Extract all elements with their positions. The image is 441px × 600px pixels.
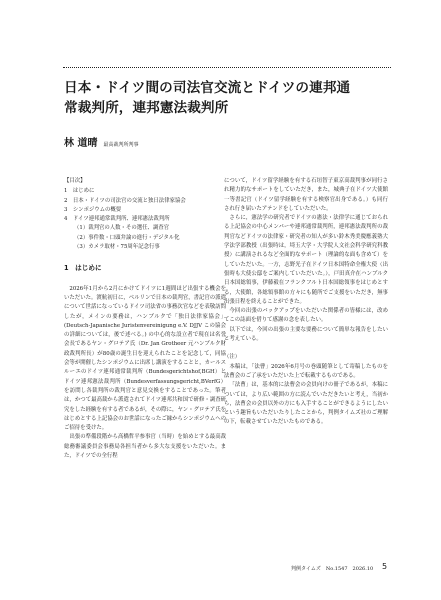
toc-item: 3 シンポジウムの概要 (64, 206, 122, 213)
section-heading: 1 はじめに (64, 264, 102, 273)
body-paragraph: 以下では，今回の出張の主要な要務について簡単な報告をしたいと考えている。 (224, 326, 388, 343)
body-paragraph: 出張の準備段階から高橋哲平参事官（当時）を始めとする最高裁総務審議委員会事務局各担当者から多大な支援をいただいた。また，ドイツでの全行程 (64, 434, 226, 460)
page-number: 5 (382, 562, 388, 571)
toc-subitem: （2）事件数・口頭弁論の進行・デジタル化 (74, 234, 180, 241)
body-paragraph: 2026年1月から2月にかけてドイツに1週間ほど出張する機会をいただいた。渡航初日に，ベルリンで日本の裁判官，書記官の派遣について世話になっているドイツ司法省の事務次官などを表敬訪問したが，メインの要務は，ハンブルクで「独日法律家協会」(Deutsch-Japanische Juristenvereinigung e.V. DJJV この協会の詳細については，後で述べる。) の中心的な設立者で現在は名誉会長であるヤン・グロテア氏（Dr. Jan Grotheer 元ハンブルク財政裁判所長）が80歳の誕生日を迎えられたことを記念して，同協会等が開催したシンポジウムに出席し講演をすることと，カールスルーエのドイツ連邦通常裁判所（Bundesgerichtshof,BGH）とドイツ連邦憲法裁判所（Bundesverfassungsgericht,BVerfG）を訪問し各裁判所の裁判官と意見交換をすることであった。筆者は，かつて最高裁から派遣されてドイツ連邦共和国で研修・調査研究をした経験を有する者であるが，その際に，ヤン・グロテア氏をはじめとする上記協会のお世話になったご縁からシンポジウムへのご招待を受けた。 (64, 285, 226, 432)
author-name: 林 道晴 (64, 138, 98, 149)
toc-item: 1 はじめに (64, 188, 95, 195)
body-paragraph: 今回の出張のバックアップをいただいた関係者の皆様には，改めてこの誌面を借りて感謝の念を表したい。 (224, 308, 388, 324)
toc-heading: 【目次】 (64, 178, 86, 184)
article-title (64, 78, 394, 118)
toc-subitem: （3）カメラ取材・75周年記念行事 (74, 244, 160, 251)
spacer (224, 344, 388, 353)
body-paragraph: について，ドイツ留学経験を有する石垣智子東京高裁判事が同行され精力的なサポートをしていただき，また，城典子在ドイツ大使館一等書記官（ドイツ留学経験を有する検察官出身である。）も同行され行き届いたアテンドをしていただいた。 (224, 178, 388, 212)
note-paragraph: 「法曹」は，基本的に法曹会の会員向けの冊子であるが，本稿については，より広い範囲の方に読んでいただきたいと考え，当初から，法曹会の会員以外の方にも入手することができるようにしたいという趣旨もいただいたりしたことから，判例タイムズ社のご理解の下，転載させていただいたものである。 (224, 382, 388, 426)
left-column (64, 177, 226, 461)
note-paragraph: 本稿は，「法曹」2026年6月号の巻頭随筆として寄稿したものを法曹会のご了承をいただいた上で転載するものである。 (224, 363, 388, 379)
body-paragraph: さらに，憲法学の研究者でドイツの憲法・法律学に通じておられる上記協会の中心メンバーや連邦通常裁判所，連邦憲法裁判所の裁判官などドイツの法律家・研究者の知人が多い鈴木秀美慶應義塾大学法学部教授（出張時は，埼玉大学・大学院人文社会科学研究科教授）に講演されるなど全面的なサポート（理論的な面も含めて）をしていただいた。一方，志野光子在ドイツ日本国特命全権大使（出張時も大使公邸をご案内していただいた。），戸田真介在ハンブルク日本国総領事，伊藤毅在フランクフルト日本国総領事をはじめとする，大使館，各総領事館の方々にも随所でご支援をいただき，無事出張日程を終えることができた。 (224, 215, 388, 305)
author-block (64, 134, 139, 149)
toc-item: 4 ドイツ連邦通常裁判所、連邦憲法裁判所 (64, 216, 170, 223)
table-of-contents (64, 177, 226, 252)
right-column (224, 177, 388, 428)
author-affiliation: 最高裁判所判事 (103, 142, 139, 148)
title-line-2: 常裁判所，連邦憲法裁判所 (64, 100, 229, 116)
title-line-1: 日本・ドイツ間の司法官交流とドイツの連邦通 (64, 80, 351, 96)
toc-item: 2 日本・ドイツの司法官の交流と独日法律家協会 (64, 197, 186, 204)
notes-label: （注） (224, 354, 241, 361)
footer-journal: 判例タイムズ No.1547 2026.10 (291, 566, 374, 572)
toc-subitem: （1）裁判官の人数・その選任、調査官 (74, 225, 170, 232)
top-dotted-rule (63, 67, 391, 68)
